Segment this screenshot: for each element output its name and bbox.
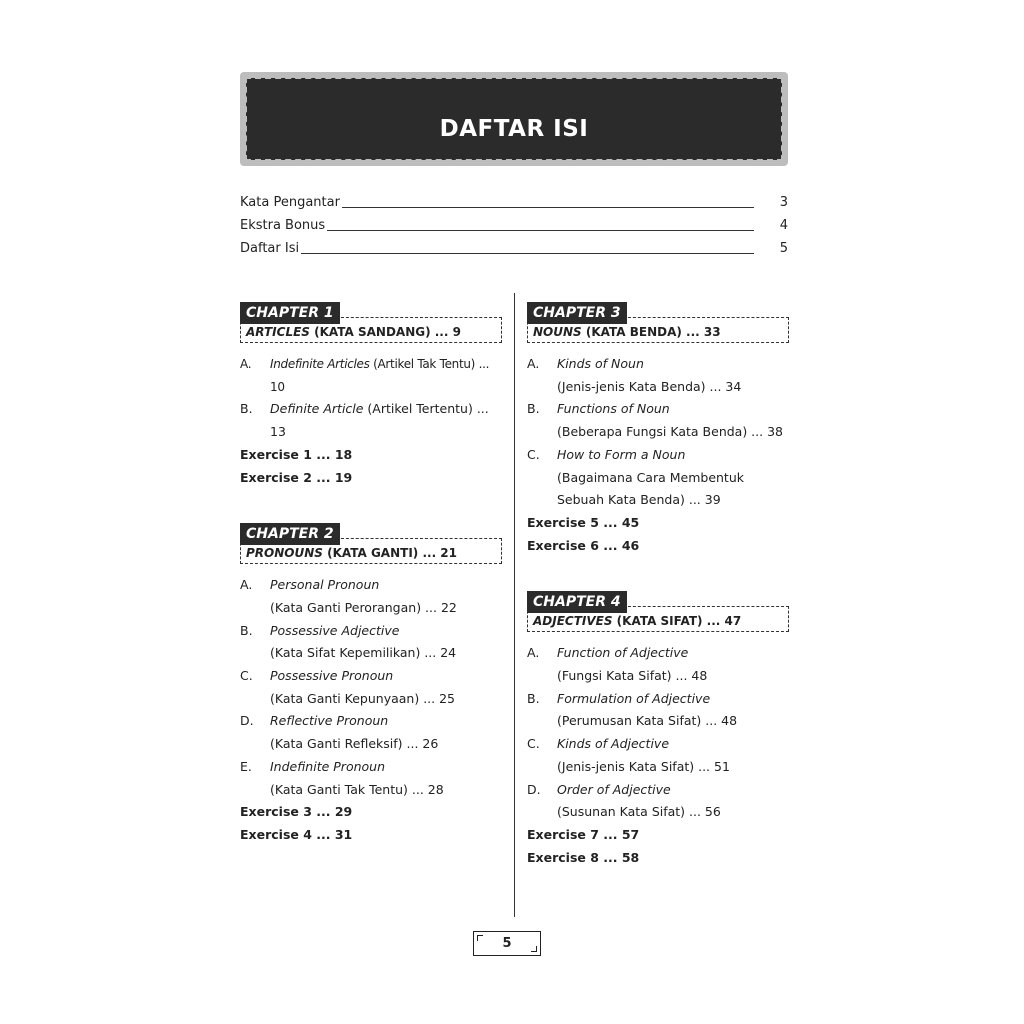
chapter-3: [527, 302, 789, 557]
toc-entry[interactable]: [527, 444, 789, 512]
entry-english: Possessive Adjective: [270, 622, 400, 638]
exercise-entry[interactable]: Exercise 5 ... 45: [527, 514, 640, 530]
entry-english: Functions of Noun: [557, 401, 670, 417]
entry-english: Kinds of Noun: [557, 356, 644, 371]
entry-indonesian: (Fungsi Kata Sifat) ... 48: [557, 668, 708, 684]
front-page-number: 5: [779, 241, 788, 256]
entry-letter: D.: [527, 781, 541, 797]
exercise-entry[interactable]: Exercise 6 ... 46: [527, 537, 640, 553]
exercise-entry[interactable]: Exercise 1 ... 18: [240, 446, 353, 462]
entry-letter: B.: [240, 401, 253, 417]
entry-letter: A.: [240, 577, 253, 593]
toc-entry[interactable]: [240, 756, 502, 801]
chapter-1: [240, 302, 502, 489]
entry-letter: A.: [527, 356, 540, 371]
entry-letter: D.: [240, 713, 254, 729]
toc-entry[interactable]: [240, 665, 502, 710]
exercise-entry[interactable]: Exercise 2 ... 19: [240, 469, 353, 485]
entry-letter: A.: [527, 645, 540, 661]
entry-english: Reflective Pronoun: [270, 713, 389, 729]
entry-indonesian: (Artikel Tak Tentu) ... 10: [270, 357, 490, 394]
chapter-title-en: ARTICLES: [246, 325, 310, 339]
front-matter: [240, 193, 788, 262]
entry-indonesian: (Kata Sifat Kepemilikan) ... 24: [270, 645, 457, 661]
chapter-entries: [527, 642, 789, 869]
entry-english: Function of Adjective: [557, 645, 689, 661]
entry-letter: C.: [240, 668, 253, 684]
entry-english: Possessive Pronoun: [270, 668, 394, 684]
toc-entry[interactable]: [527, 642, 789, 687]
toc-entry[interactable]: [527, 353, 789, 398]
toc-entry[interactable]: [240, 574, 502, 619]
front-row[interactable]: [240, 193, 788, 216]
spacer: [240, 501, 502, 523]
entry-indonesian: (Perumusan Kata Sifat) ... 48: [557, 713, 738, 729]
entry-indonesian: (Susunan Kata Sifat) ... 56: [557, 804, 721, 820]
entry-letter: E.: [240, 758, 252, 774]
chapter-tag: CHAPTER 4: [527, 591, 627, 613]
entry-indonesian: (Bagaimana Cara Membentuk Sebuah Kata Benda) ... 39: [557, 469, 744, 508]
entry-letter: B.: [527, 401, 540, 417]
toc-entry[interactable]: [240, 353, 502, 398]
page-number: 5: [502, 936, 512, 951]
chapter-title-en: ADJECTIVES: [533, 614, 613, 629]
chapter-tag: CHAPTER 3: [527, 302, 627, 324]
exercise-entry[interactable]: Exercise 4 ... 31: [240, 826, 353, 842]
chapter-tag: CHAPTER 2: [240, 523, 340, 545]
chapter-entries: [240, 574, 502, 846]
spacer: [527, 569, 789, 591]
front-label: Ekstra Bonus: [240, 216, 327, 236]
chapter-title-rest: (KATA SIFAT) ... 47: [612, 614, 742, 629]
entry-indonesian: (Kata Ganti Kepunyaan) ... 25: [270, 690, 455, 706]
entry-indonesian: (Jenis-jenis Kata Benda) ... 34: [557, 378, 742, 394]
entry-letter: C.: [527, 736, 540, 752]
chapter-title-rest: (KATA BENDA) ... 33: [581, 325, 721, 339]
front-label: Kata Pengantar: [240, 193, 342, 213]
toc-entry[interactable]: [240, 620, 502, 665]
leader-line: [240, 253, 754, 254]
toc-entry[interactable]: [527, 779, 789, 824]
chapter-tag: CHAPTER 1: [240, 302, 340, 324]
chapter-entries: [240, 353, 502, 489]
chapter-4: [527, 591, 789, 869]
exercise-entry[interactable]: Exercise 7 ... 57: [527, 826, 640, 842]
exercise-entry[interactable]: Exercise 3 ... 29: [240, 804, 353, 820]
entry-english: Definite Article: [270, 401, 364, 417]
entry-english: Indefinite Articles: [270, 357, 370, 371]
chapter-title-rest: (KATA GANTI) ... 21: [322, 546, 458, 561]
toc-entry[interactable]: [240, 398, 502, 443]
toc-entry[interactable]: [527, 733, 789, 778]
chapter-title-en: PRONOUNS: [246, 546, 323, 561]
entry-letter: C.: [527, 446, 540, 462]
chapter-entries: [527, 353, 789, 557]
corner-mark: [477, 935, 483, 941]
title-banner: [240, 72, 788, 166]
entry-indonesian: (Kata Ganti Perorangan) ... 22: [270, 599, 457, 615]
front-label: Daftar Isi: [240, 239, 301, 259]
corner-mark: [531, 946, 537, 952]
entry-indonesian: (Kata Ganti Tak Tentu) ... 28: [270, 781, 444, 797]
front-row[interactable]: [240, 216, 788, 239]
title-banner-inner: [246, 78, 782, 160]
entry-english: Indefinite Pronoun: [270, 758, 386, 774]
column-divider: [514, 293, 515, 917]
entry-english: Kinds of Adjective: [557, 736, 670, 752]
toc-entry[interactable]: [527, 398, 789, 443]
toc-entry[interactable]: [240, 710, 502, 755]
chapter-title-en: NOUNS: [533, 325, 582, 339]
entry-letter: B.: [527, 690, 540, 706]
entry-indonesian: (Beberapa Fungsi Kata Benda) ... 38: [557, 424, 783, 440]
front-row[interactable]: [240, 239, 788, 262]
entry-indonesian: (Kata Ganti Refleksif) ... 26: [270, 736, 439, 752]
toc-entry[interactable]: [527, 688, 789, 733]
entry-letter: A.: [240, 357, 252, 371]
left-column: [240, 302, 502, 859]
entry-indonesian: (Artikel Tertentu) ... 13: [270, 401, 489, 440]
entry-english: Formulation of Adjective: [557, 690, 711, 706]
entry-english: Order of Adjective: [557, 781, 671, 797]
front-page-number: 3: [779, 195, 788, 210]
right-column: [527, 302, 789, 881]
page-title: DAFTAR ISI: [439, 116, 589, 142]
entry-english: How to Form a Noun: [557, 446, 686, 462]
entry-letter: B.: [240, 622, 253, 638]
chapter-title-rest: (KATA SANDANG) ... 9: [309, 325, 461, 339]
entry-english: Personal Pronoun: [270, 577, 380, 593]
entry-indonesian: (Jenis-jenis Kata Sifat) ... 51: [557, 758, 730, 774]
exercise-entry[interactable]: Exercise 8 ... 58: [527, 849, 640, 865]
page-number-box: [473, 931, 541, 956]
front-page-number: 4: [779, 218, 788, 233]
chapter-2: [240, 523, 502, 846]
